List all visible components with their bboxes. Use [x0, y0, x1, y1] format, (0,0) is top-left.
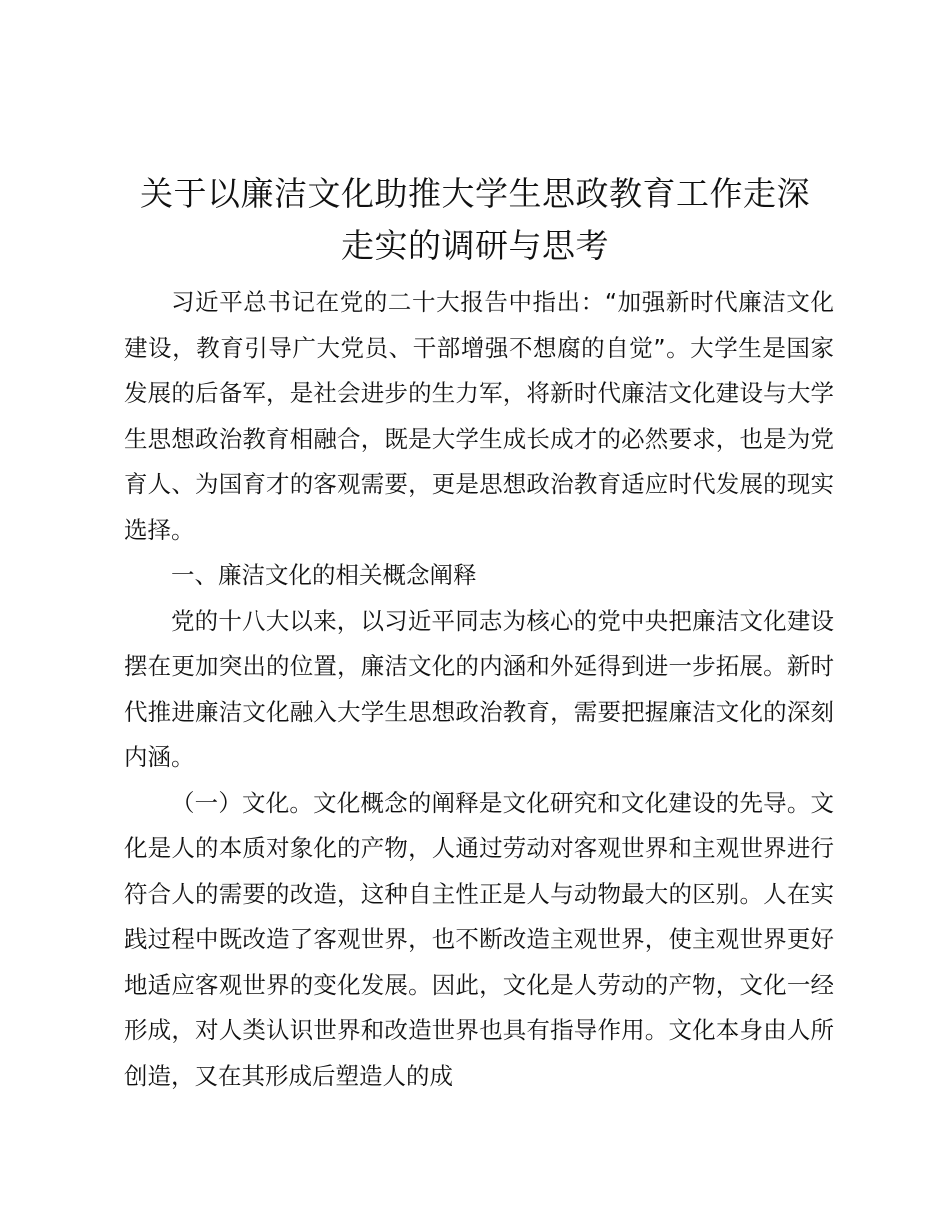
- document-title-line-2: 走实的调研与思考: [341, 226, 609, 265]
- paragraph-subsection-1: （一）文化。文化概念的阐释是文化研究和文化建设的先导。文化是人的本质对象化的产物，人通过劳动对客观世界和主观世界进行符合人的需要的改造，这种自主性正是人与动物最大的区别。人在实践过程中既改造了客观世界，也不断改造主观世界，使主观世界更好地适应客观世界的变化发展。因此，文化是人劳动的产物，文化一经形成，对人类认识世界和改造世界也具有指导作用。文化本身由人所创造，又在其形成后塑造人的成: [124, 788, 834, 1090]
- paragraph-section-1: 党的十八大以来，以习近平同志为核心的党中央把廉洁文化建设摆在更加突出的位置，廉洁文化的内涵和外延得到进一步拓展。新时代推进廉洁文化融入大学生思想政治教育，需要把握廉洁文化的深刻内涵。: [124, 606, 834, 771]
- section-heading-1: 一、廉洁文化的相关概念阐释: [171, 561, 477, 589]
- document-title-line-1: 关于以廉洁文化助推大学生思政教育工作走深: [140, 174, 810, 213]
- document-title: [120, 168, 830, 272]
- document-body: [124, 280, 834, 1099]
- paragraph-intro: 习近平总书记在党的二十大报告中指出：“加强新时代廉洁文化建设，教育引导广大党员、干部增强不想腐的自觉”。大学生是国家发展的后备军，是社会进步的生力军，将新时代廉洁文化建设与大学生思想政治教育相融合，既是大学生成长成才的必然要求，也是为党育人、为国育才的客观需要，更是思想政治教育适应时代发展的现实选择。: [124, 288, 834, 544]
